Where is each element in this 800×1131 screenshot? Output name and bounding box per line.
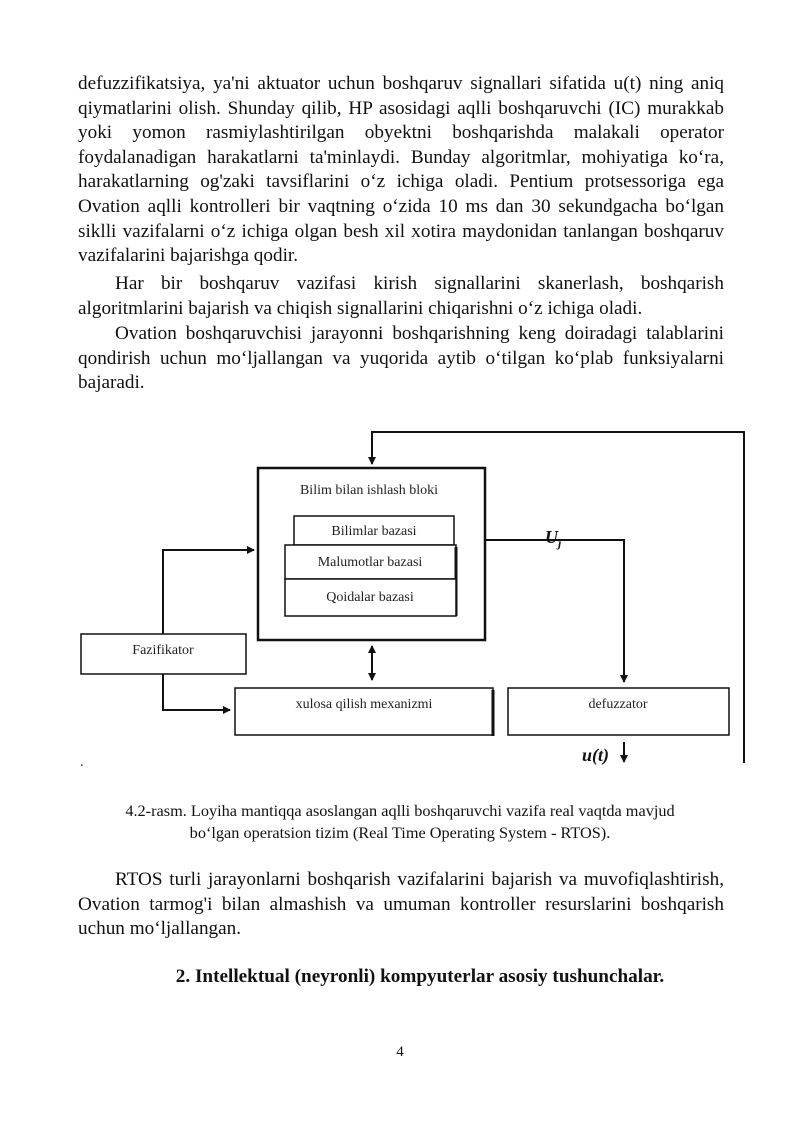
paragraph-rtos: RTOS turli jarayonlarni boshqarish vazifalarini bajarish va muvofiqlashtirish, Ovation tarmog'i bilan almashish va umuman kontroller resurslarini boshqarish uchun mo‘ljallangan. xyxy=(78,869,724,940)
knowledge-base-box xyxy=(294,516,454,545)
caption-line-2: bo‘lgan operatsion tizim (Real Time Operating System - RTOS). xyxy=(189,823,611,842)
fuzzifier-to-block-arrow xyxy=(163,550,254,634)
inference-label: xulosa qilish mexanizmi xyxy=(295,697,433,712)
caption-line-1: 4.2-rasm. Loyiha mantiqqa asoslangan aqlli boshqaruvchi vazifa real vaqtda mavjud xyxy=(125,801,675,820)
defuzzifier-box xyxy=(508,688,729,735)
page-number: 4 xyxy=(396,1044,404,1060)
fuzzifier-box xyxy=(81,634,246,674)
figure-caption xyxy=(60,800,740,844)
rule-base-label: Qoidalar bazasi xyxy=(326,590,414,605)
knowledge-base-label: Bilimlar bazasi xyxy=(331,524,417,539)
data-base-label: Malumotlar bazasi xyxy=(317,555,423,570)
fuzzy-controller-diagram xyxy=(0,420,800,780)
fuzzifier-to-inference-arrow xyxy=(163,674,230,710)
inference-box xyxy=(235,688,493,736)
paragraph-ovation-controller: Ovation boshqaruvchisi jarayonni boshqarishning keng doiradagi talablarini qondirish uchun mo‘ljallangan va yuqorida aytib o‘tilgan ko‘plab funksiyalarni bajaradi. xyxy=(78,323,724,394)
paragraph-defuzzification: defuzzifikatsiya, ya'ni aktuator uchun boshqaruv signallari sifatida u(t) ning aniq qiymatlarini olish. Shunday qilib, HP asosidagi aqlli boshqaruvchi (IC) murakkab yoki yomon rasmiylashtirilgan obyektni boshqarishda malakali operator foydalanadigan harakatlarni ta'minlaydi. Bunday algoritmlar, mohiyatiga ko‘ra, harakatlarning og'zaki tavsiflarini o‘z ichiga oladi. Pentium protsessoriga ega Ovation aqlli kontrolleri bir vaqtning o‘zida 10 ms dan 30 sekundgacha bo‘lgan siklli vazifalarni o‘z ichiga olgan besh xil xotira maydonidan tanlangan boshqaruv vazifalarini bajarishga qodir. xyxy=(78,73,724,267)
section-heading: 2. Intellektual (neyronli) kompyuterlar asosiy tushunchalar. xyxy=(175,966,665,987)
defuzzifier-label: defuzzator xyxy=(588,697,648,712)
rule-base-box xyxy=(285,579,456,616)
u-j-label: $U_j$ xyxy=(545,527,562,550)
stray-dot: . xyxy=(80,755,84,770)
knowledge-block-label: Bilim bilan ishlash bloki xyxy=(299,483,439,498)
paragraph-control-task: Har bir boshqaruv vazifasi kirish signallarini skanerlash, boshqarish algoritmlarini bajarish va chiqish signallarini chiqarishni o‘z ichiga oladi. xyxy=(78,273,724,319)
fuzzifier-label: Fazifikator xyxy=(132,643,194,658)
u-t-label: u(t) xyxy=(582,745,609,765)
block-to-defuzzifier-arrow xyxy=(485,540,624,682)
